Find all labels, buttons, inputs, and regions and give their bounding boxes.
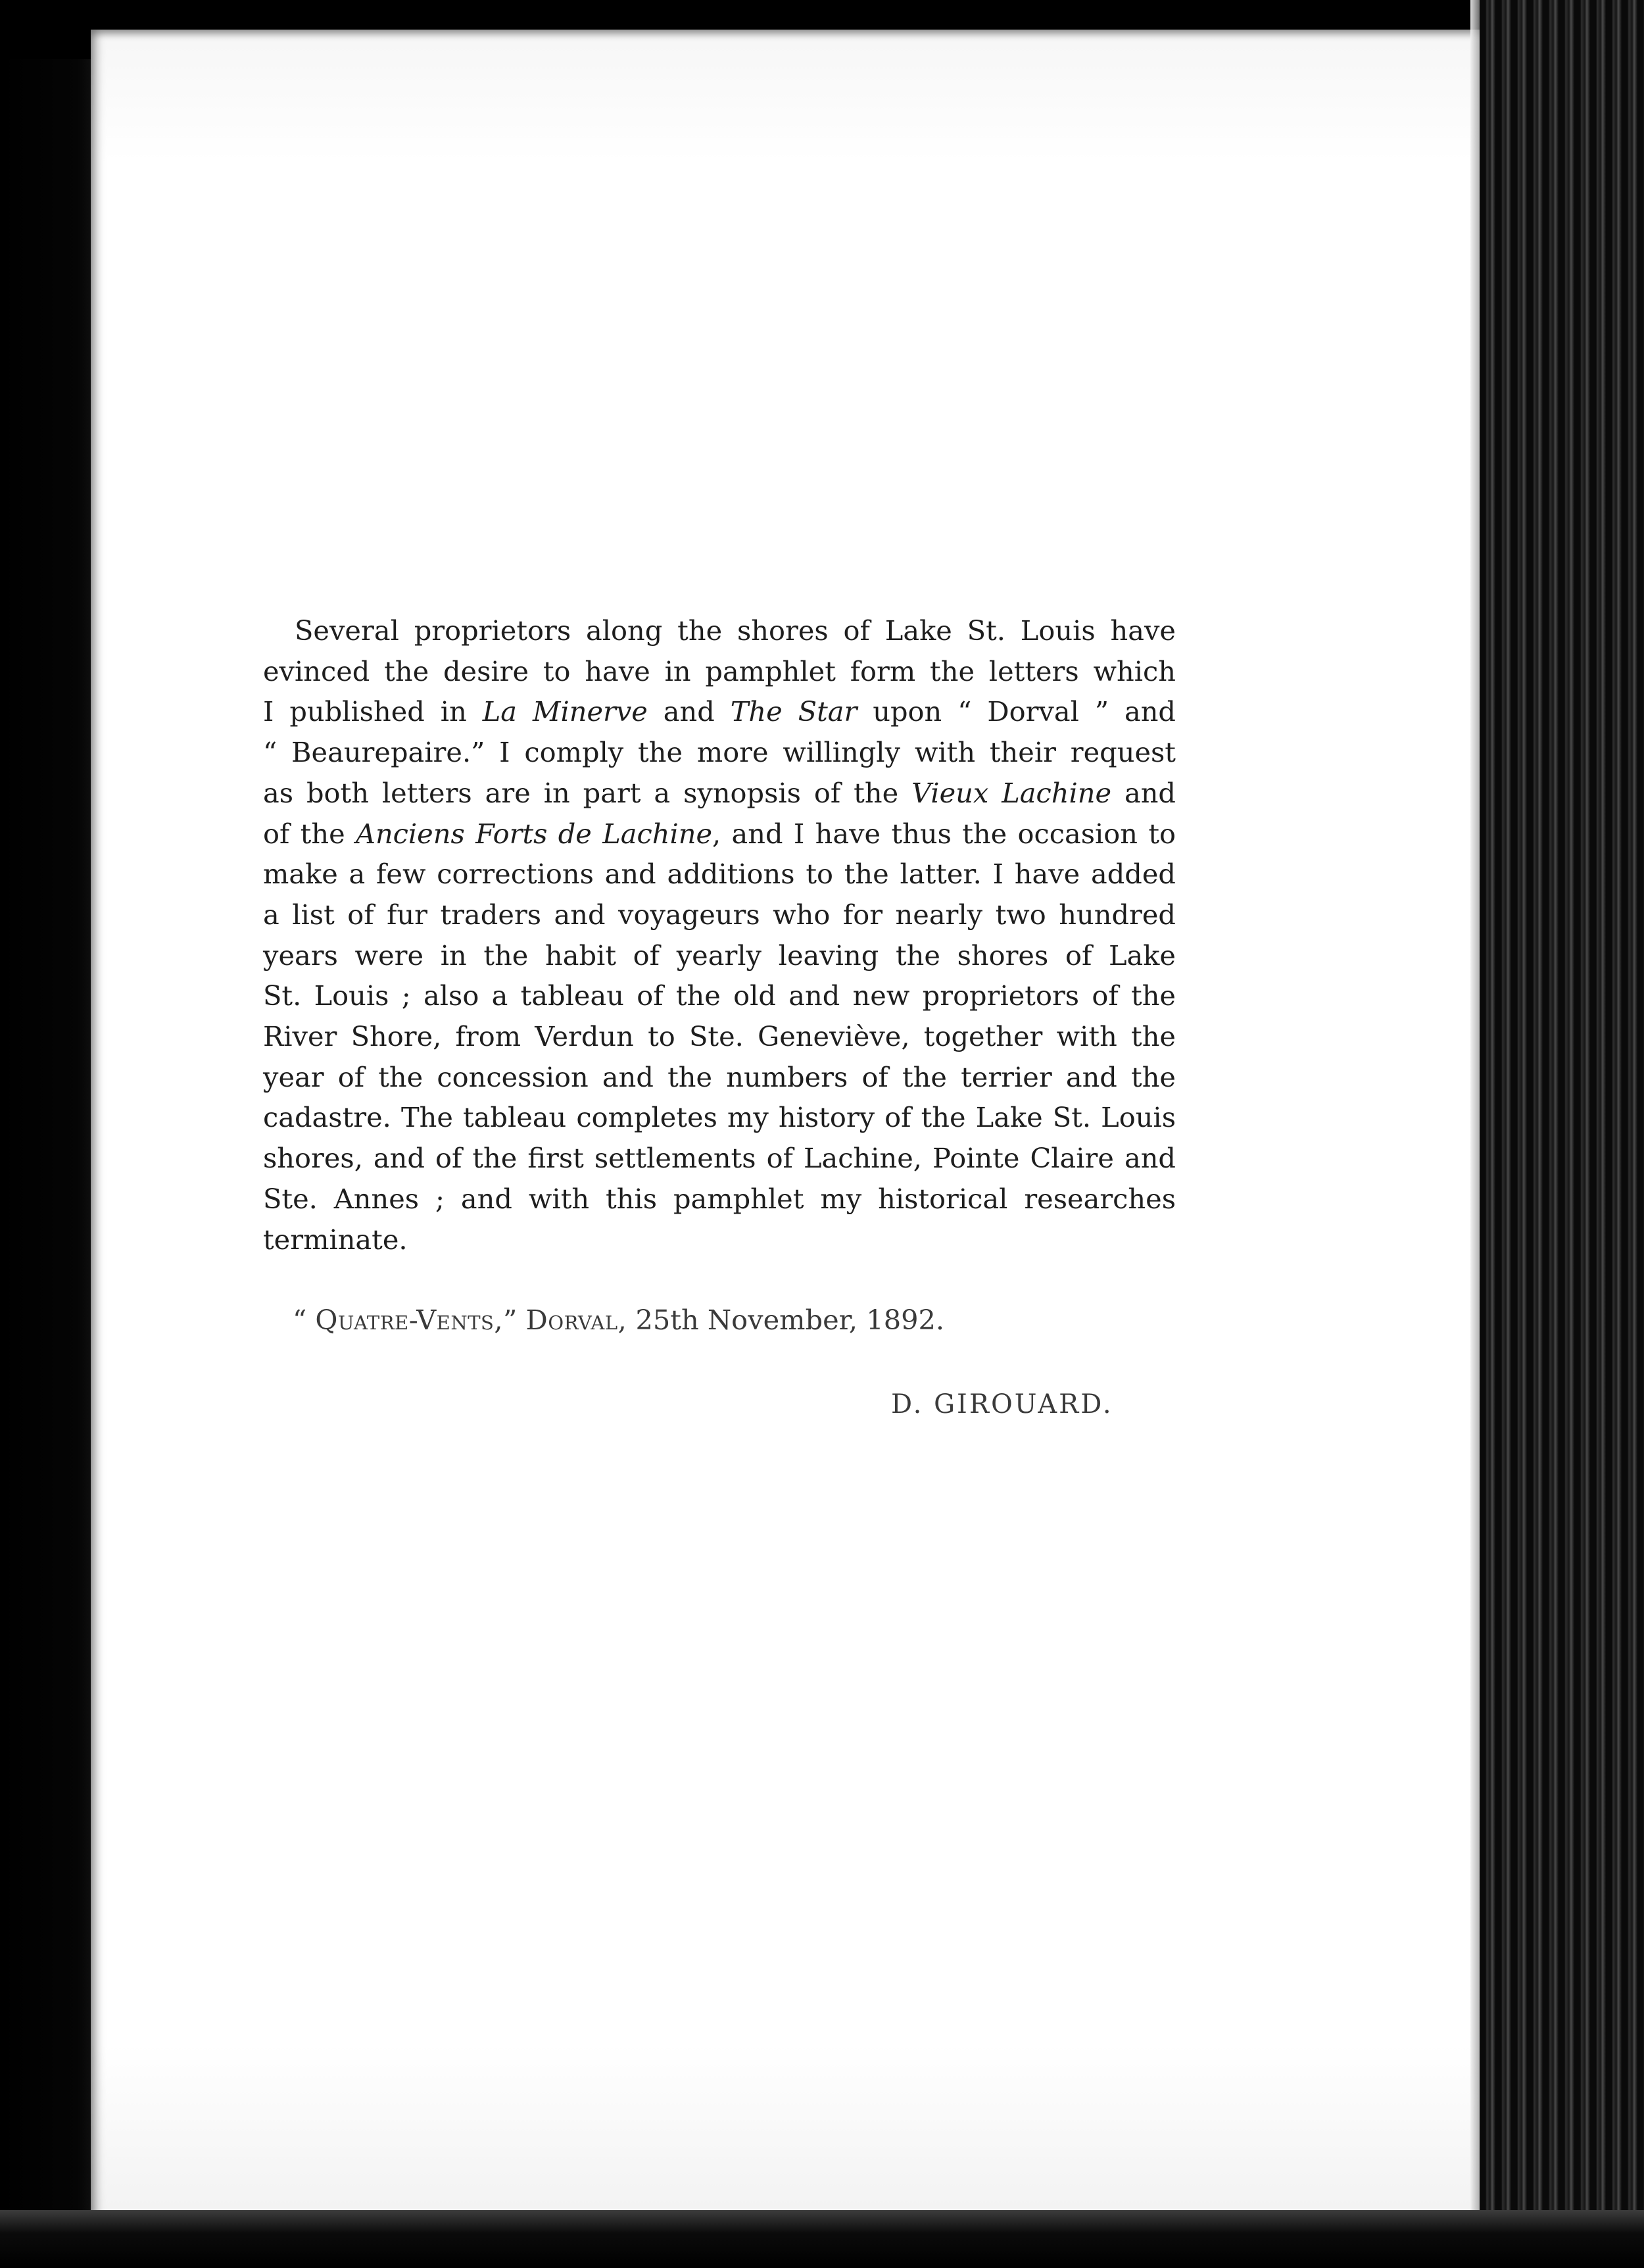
text-line: cadastre. The tableau completes my history of the Lake St. Louis [263, 1101, 1176, 1134]
newspaper-title: La Minerve [482, 695, 648, 728]
text-run: upon “ Dorval ” and [857, 695, 1176, 728]
text-line: Ste. Annes ; and with this pamphlet my historical researches [263, 1182, 1176, 1215]
dateline-town: Dorval, [525, 1304, 627, 1336]
dateline-open-quote: “ [293, 1304, 316, 1336]
text-line [263, 814, 1176, 854]
dateline-close-quote: ” [503, 1304, 526, 1336]
dateline-place: Quatre-Vents, [315, 1304, 504, 1336]
text-line [263, 773, 1176, 814]
dateline-date: 25th November, 1892. [627, 1304, 945, 1336]
text-line: St. Louis ; also a tableau of the old and new proprietors of the [263, 979, 1176, 1012]
text-line: evinced the desire to have in pamphlet form the letters which [263, 654, 1176, 687]
book-spine-edge [1480, 0, 1644, 2268]
preface-paragraph [263, 610, 1176, 1260]
text-line: a list of fur traders and voyageurs who for nearly two hundred [263, 898, 1176, 931]
text-line: make a few corrections and additions to the latter. I have added [263, 858, 1176, 891]
author-signature: D. GIROUARD. [891, 1389, 1113, 1419]
text-run: of the [263, 817, 356, 850]
text-line: “ Beaurepaire.” I comply the more willingly with their request [263, 736, 1176, 769]
newspaper-title: The Star [730, 695, 858, 728]
dateline [293, 1304, 944, 1336]
text-run: and [647, 695, 731, 728]
bottom-scan-margin [0, 2210, 1644, 2268]
text-line [263, 691, 1176, 732]
text-run: as both letters are in part a synopsis of the [263, 776, 912, 809]
text-line: year of the concession and the numbers of the terrier and the [263, 1060, 1176, 1093]
text-line: years were in the habit of yearly leaving the shores of Lake [263, 939, 1176, 972]
book-title: Anciens Forts de Lachine [355, 817, 713, 850]
text-run: I published in [263, 695, 483, 728]
text-line: River Shore, from Verdun to Ste. Geneviève, together with the [263, 1020, 1176, 1053]
text-line: Several proprietors along the shores of Lake St. Louis have [295, 614, 1176, 647]
text-line: shores, and of the first settlements of Lachine, Pointe Claire and [263, 1142, 1176, 1175]
text-run: and [1111, 776, 1176, 809]
text-line: terminate. [263, 1223, 408, 1256]
text-run: , and I have thus the occasion to [712, 817, 1176, 850]
book-title: Vieux Lachine [911, 776, 1112, 809]
